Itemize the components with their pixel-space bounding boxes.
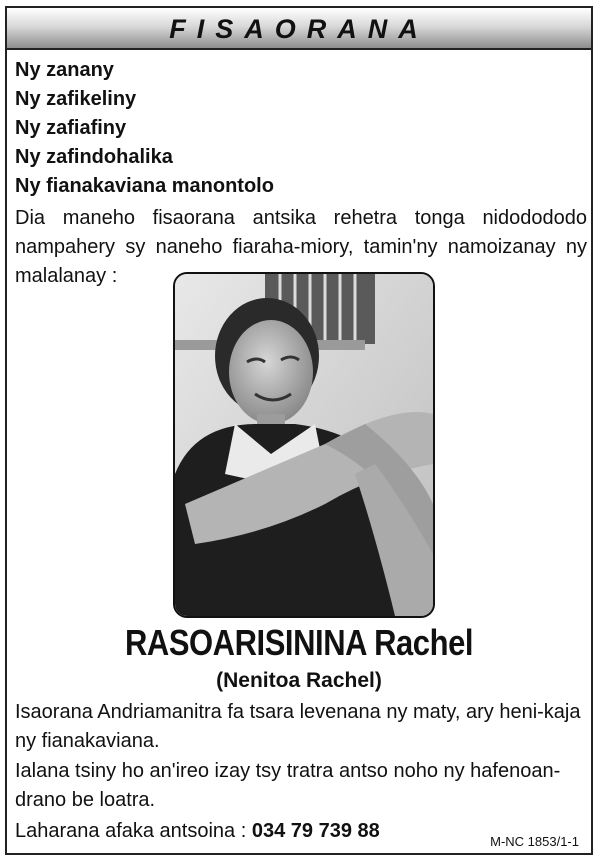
intro-text: Dia maneho fisaorana antsika rehetra tonga nidodododo nampahery sy naneho fiaraha-miory, tamin'ny namoizanay ny malalanay : — [15, 207, 587, 287]
family-item: Ny zafiafiny — [15, 117, 127, 139]
deceased-name: RASOARISININA Rachel — [124, 622, 474, 663]
family-item: Ny zanany — [15, 59, 114, 81]
contact-line — [15, 817, 380, 846]
family-item: Ny zafindohalika — [15, 146, 173, 168]
deceased-nickname: (Nenitoa Rachel) — [216, 669, 382, 692]
notice-title: FISAORANA — [169, 14, 429, 44]
family-item: Ny fianakaviana manontolo — [15, 175, 274, 197]
portrait-illustration — [175, 274, 433, 616]
header-bar — [7, 8, 591, 50]
notice-frame — [5, 6, 593, 855]
apology-paragraph: Ialana tsiny ho an'ireo izay tsy tratra antso noho ny hafenoan-drano be loatra. — [15, 760, 561, 811]
thanks-paragraph: Isaorana Andriamanitra fa tsara levenana ny maty, ary heni-kaja ny fianakaviana. — [15, 701, 581, 752]
contact-phone: 034 79 739 88 — [251, 820, 380, 842]
portrait-photo — [173, 272, 435, 618]
family-item: Ny zafikeliny — [15, 88, 137, 110]
contact-label: Laharana afaka antsoina : — [15, 820, 252, 842]
family-list — [15, 56, 274, 201]
reference-code: M-NC 1853/1-1 — [490, 834, 579, 849]
